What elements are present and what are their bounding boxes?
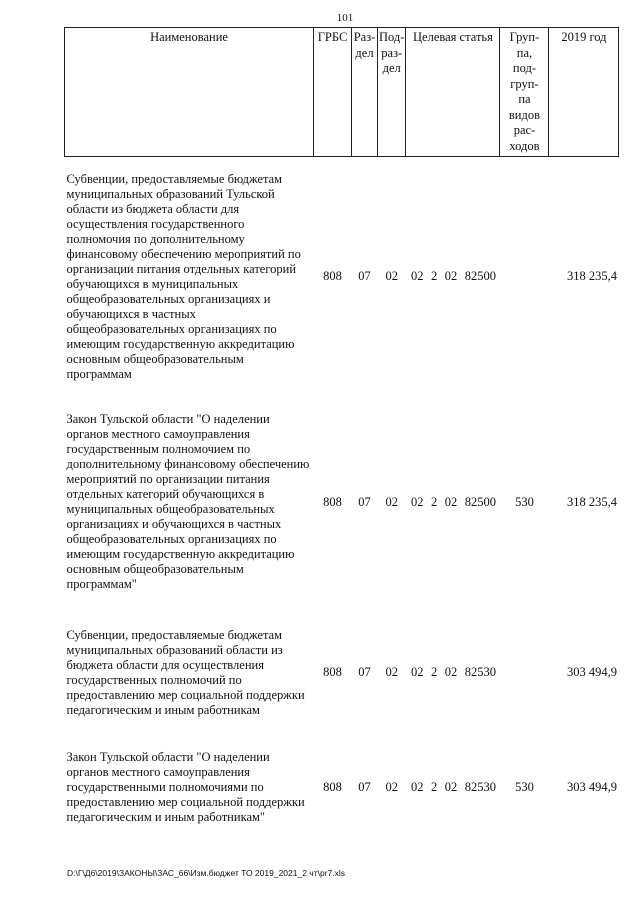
- cs-part: 82530: [464, 780, 496, 794]
- row-podrazdel: 02: [385, 665, 398, 679]
- cs-part: 2: [430, 665, 438, 679]
- row-podrazdel: 02: [385, 269, 398, 284]
- cs-part: 02: [444, 780, 458, 794]
- header-razdel: Раз- дел: [352, 28, 378, 157]
- cs-part: 2: [430, 780, 438, 794]
- table-row: [65, 608, 619, 738]
- cs-part: 02: [410, 269, 424, 284]
- page-number: 101: [336, 12, 354, 24]
- row-amount: 303 494,9: [566, 780, 617, 794]
- cs-part: 02: [444, 269, 458, 284]
- row-target: [406, 397, 500, 608]
- row-razdel: 07: [358, 665, 371, 679]
- row-target: [406, 608, 500, 738]
- header-group: Груп- па, под- груп- па видов рас- ходов: [500, 28, 549, 157]
- row-grbs: 808: [323, 665, 342, 679]
- cs-part: 82530: [464, 665, 496, 679]
- row-razdel: 07: [358, 494, 371, 509]
- row-name: Закон Тульской области "О наделении органов местного самоуправления государственными полномочиями по предоставлению мер социальной поддержки педагогическим и иным работникам": [66, 750, 305, 824]
- table-row: [65, 738, 619, 838]
- row-grbs: 808: [323, 780, 342, 794]
- table-header-row: [65, 28, 619, 157]
- row-amount: 318 235,4: [566, 269, 617, 284]
- header-name: Наименование: [65, 28, 314, 157]
- cs-part: 82500: [464, 494, 496, 509]
- row-podrazdel: 02: [385, 780, 398, 794]
- row-target: [406, 157, 500, 397]
- row-razdel: 07: [358, 780, 371, 794]
- row-group: [500, 157, 549, 397]
- row-name: Субвенции, предоставляемые бюджетам муниципальных образований Тульской области из бюджета области для осуществления государственного полномочия по дополнительному финансовому обеспечению мероприятий по организации питания отдельных категорий обучающихся в муниципальных общеобразовательных организациях и обучающихся в частных общеобразовательных организациях по имеющим государственную аккредитацию основным общеобразовательным программам: [66, 171, 301, 381]
- file-path-footer: D:\Г\Д6\2019\ЗАКОНЫ\ЗАС_66\Изм.бюджет ТО 2019_2021_2 чт\pr7.xls: [67, 868, 346, 878]
- row-amount: 318 235,4: [566, 494, 617, 509]
- cs-part: 02: [410, 780, 424, 794]
- budget-table: [64, 27, 619, 838]
- row-target: [406, 738, 500, 838]
- cs-part: 02: [444, 494, 458, 509]
- header-podrazdel: Под- раз- дел: [378, 28, 406, 157]
- table-row: [65, 157, 619, 397]
- row-group: [500, 608, 549, 738]
- cs-part: 2: [430, 269, 438, 284]
- row-group: 530: [515, 494, 534, 509]
- cs-part: 02: [410, 665, 424, 679]
- row-name: Закон Тульской области "О наделении органов местного самоуправления государственным полномочием по дополнительному финансовому обеспечению мероприятий по организации питания отдельных категорий обучающихся в муниципальных общеобразовательных организациях и обучающихся в частных общеобразовательных организациях по имеющим государственную аккредитацию основным общеобразовательным программам": [66, 412, 310, 591]
- cs-part: 82500: [464, 269, 496, 284]
- row-grbs: 808: [323, 494, 342, 509]
- row-podrazdel: 02: [385, 494, 398, 509]
- header-target: Целевая статья: [406, 28, 500, 157]
- row-group: 530: [515, 780, 534, 794]
- cs-part: 02: [410, 494, 424, 509]
- row-grbs: 808: [323, 269, 342, 284]
- row-razdel: 07: [358, 269, 371, 284]
- cs-part: 2: [430, 494, 438, 509]
- header-year: 2019 год: [549, 28, 619, 157]
- row-amount: 303 494,9: [566, 665, 617, 679]
- header-grbs: ГРБС: [314, 28, 352, 157]
- cs-part: 02: [444, 665, 458, 679]
- row-name: Субвенции, предоставляемые бюджетам муниципальных образований области из бюджета области для осуществления государственных полномочий по предоставлению мер социальной поддержки педагогическим и иным работникам: [66, 627, 305, 717]
- table-row: [65, 397, 619, 608]
